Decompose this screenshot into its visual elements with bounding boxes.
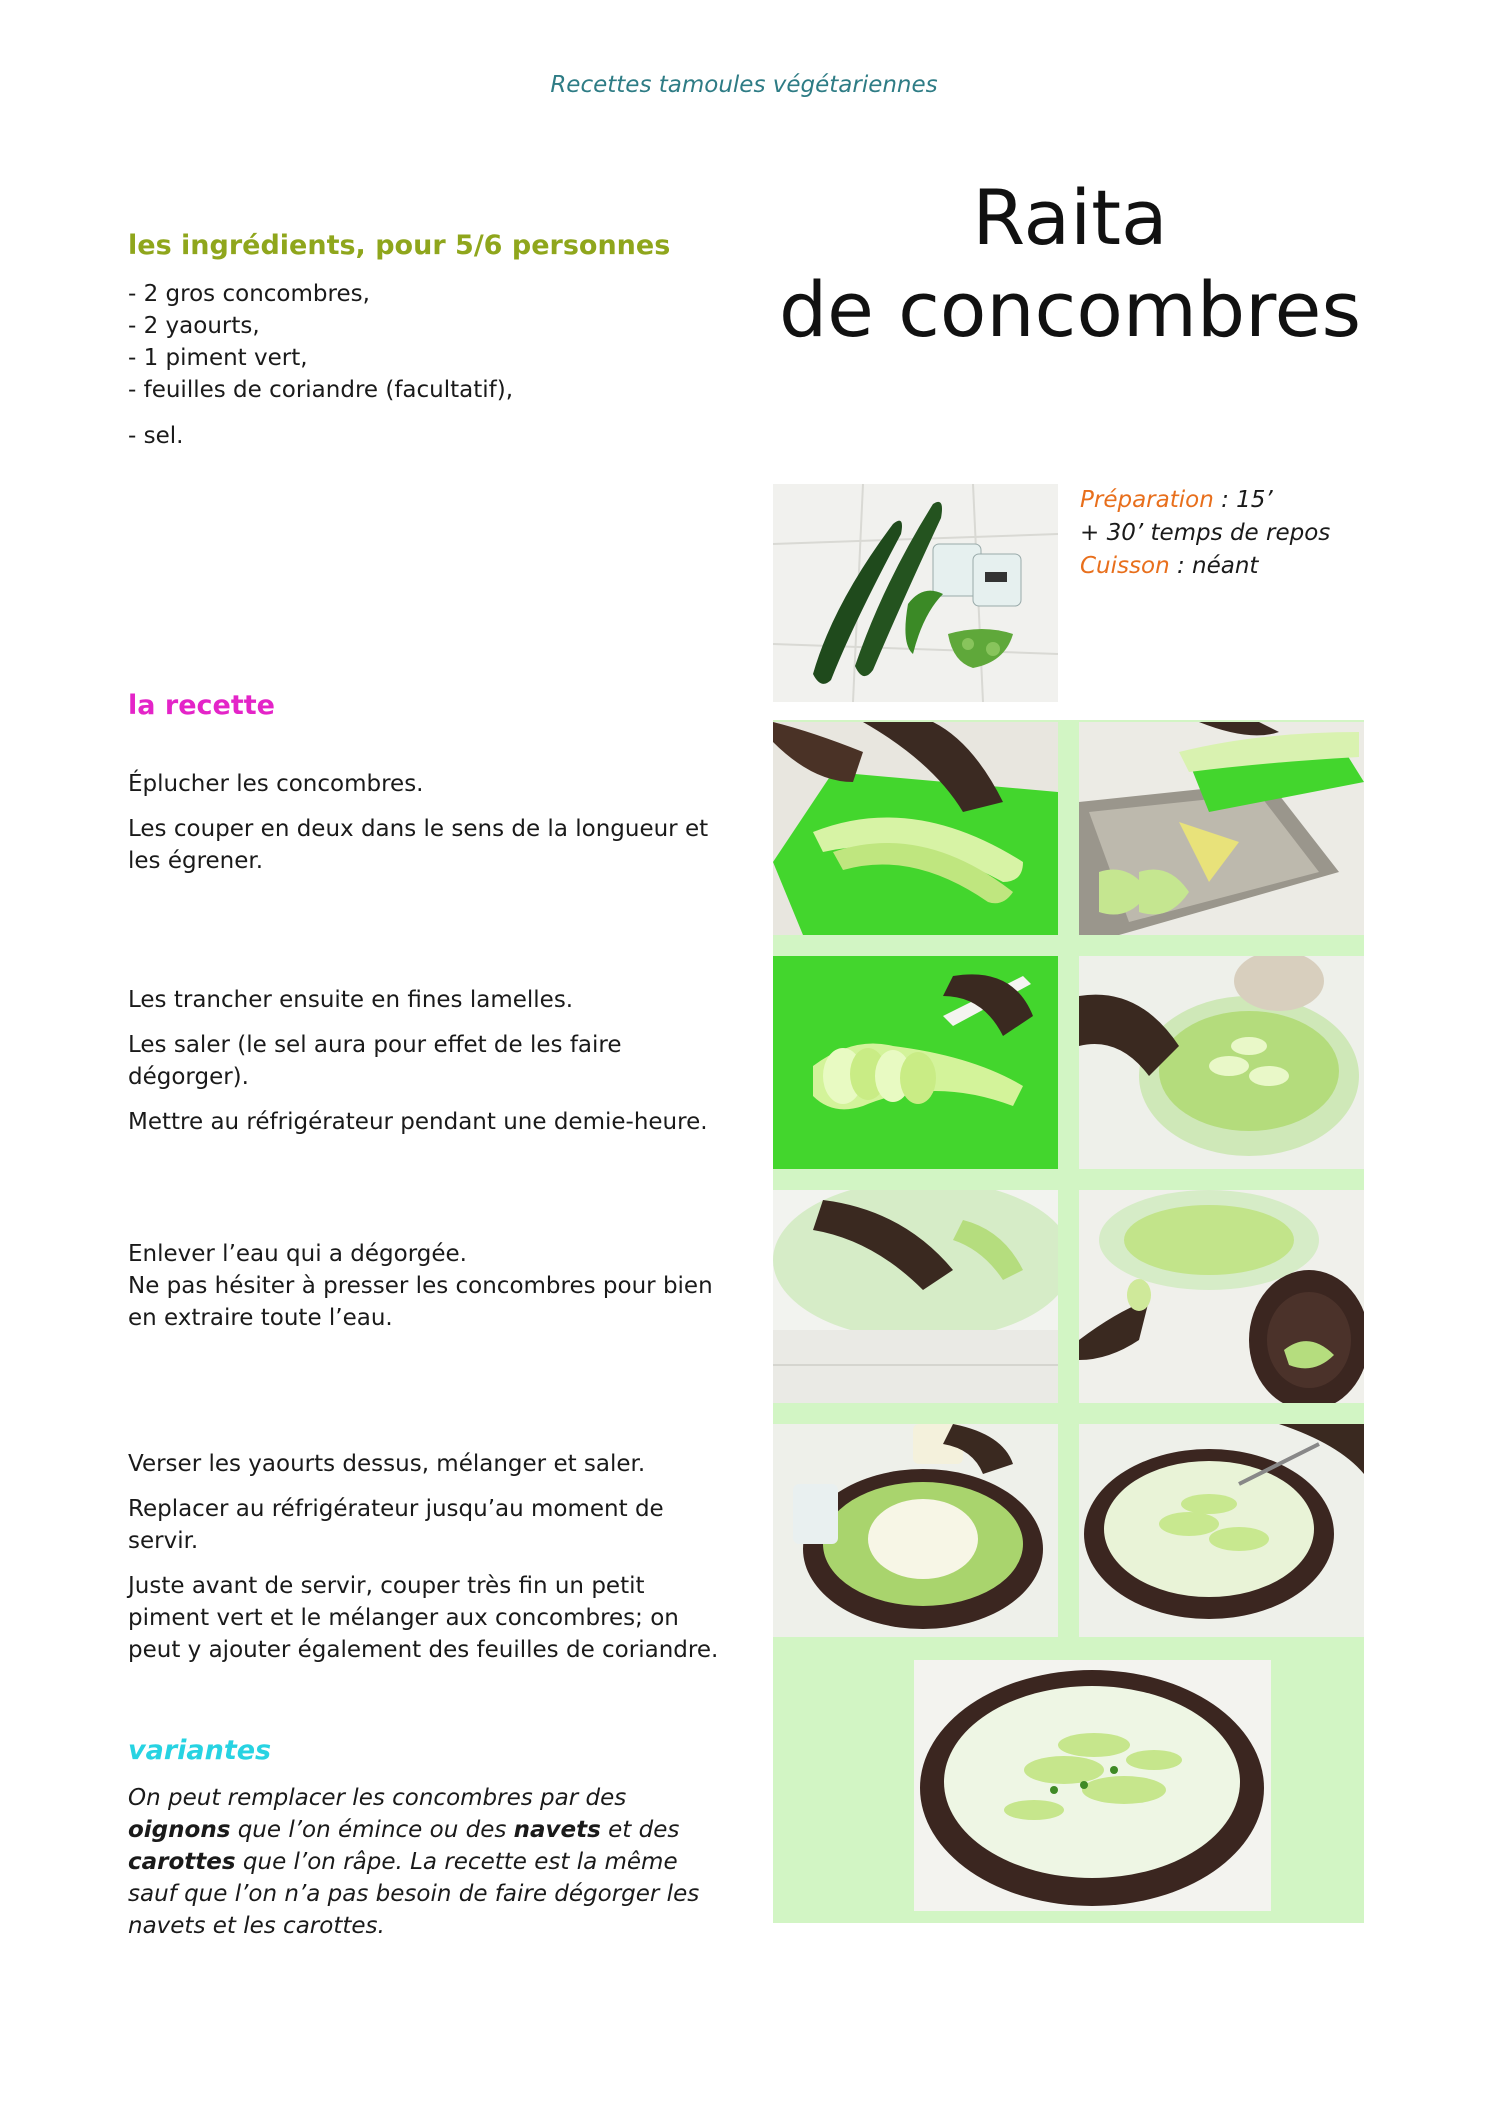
cook-time <box>1080 550 1330 583</box>
step-text: Éplucher les concombres. <box>128 771 424 797</box>
variant-bold: navets <box>513 1817 601 1843</box>
page-header: Recettes tamoules végétariennes <box>550 72 938 98</box>
cook-label: Cuisson <box>1080 553 1170 579</box>
variant-bold: carottes <box>128 1849 236 1875</box>
step-photo-mixing <box>1079 1424 1364 1637</box>
recipe-step-1 <box>128 768 728 890</box>
ingredient-item: - 1 piment vert, <box>128 345 308 371</box>
timing-info <box>1080 484 1330 583</box>
step-text: Les couper en deux dans le sens de la longueur et les égrener. <box>128 816 709 874</box>
step-text: Les saler (le sel aura pour effet de les faire dégorger). <box>128 1032 622 1090</box>
recipe-step-2 <box>128 984 728 1151</box>
variant-text: que l’on émince ou des <box>230 1817 514 1843</box>
step-text: Ne pas hésiter à presser les concombres pour bien en extraire toute l’eau. <box>128 1273 713 1331</box>
rest-time: + 30’ temps de repos <box>1080 520 1331 546</box>
ingredients-photo <box>773 484 1058 702</box>
step-photo-slicing <box>773 956 1058 1169</box>
ingredients-heading: les ingrédients, pour 5/6 personnes <box>128 230 671 261</box>
title-line-1: Raita <box>972 173 1168 262</box>
step-photo-salting <box>1079 956 1364 1169</box>
step-text: Replacer au réfrigérateur jusqu’au moment de servir. <box>128 1496 664 1554</box>
prep-time <box>1080 484 1330 517</box>
ingredient-item: - feuilles de coriandre (facultatif), <box>128 377 514 403</box>
step-photo-seeding <box>1079 722 1364 935</box>
step-photo-yogurt <box>773 1424 1058 1637</box>
ingredient-item: - 2 gros concombres, <box>128 281 370 307</box>
title-line-2: de concombres <box>778 265 1362 354</box>
prep-label: Préparation <box>1080 487 1214 513</box>
variants-heading: variantes <box>128 1735 272 1766</box>
prep-value: : 15’ <box>1213 487 1273 513</box>
step-text: Juste avant de servir, couper très fin un petit piment vert et le mélanger aux concombres; on peut y ajouter également des feuilles de coriandre. <box>128 1573 719 1663</box>
ingredients-list <box>128 278 513 452</box>
variant-text: et des <box>600 1817 680 1843</box>
final-dish-photo <box>914 1660 1271 1911</box>
recipe-step-4 <box>128 1448 728 1679</box>
step-text: Mettre au réfrigérateur pendant une demie-heure. <box>128 1109 708 1135</box>
recipe-heading: la recette <box>128 690 275 721</box>
variant-text: On peut remplacer les concombres par des <box>128 1785 627 1811</box>
step-photo-peeling <box>773 722 1058 935</box>
step-text: Verser les yaourts dessus, mélanger et saler. <box>128 1451 646 1477</box>
step-photo-draining <box>773 1190 1058 1403</box>
recipe-title <box>760 172 1380 356</box>
cook-value: : néant <box>1169 553 1259 579</box>
ingredient-item: - 2 yaourts, <box>128 313 260 339</box>
variant-bold: oignons <box>128 1817 231 1843</box>
step-text: Les trancher ensuite en fines lamelles. <box>128 987 574 1013</box>
step-text: Enlever l’eau qui a dégorgée. <box>128 1241 467 1267</box>
variants-text <box>128 1782 728 1942</box>
recipe-step-3 <box>128 1238 728 1334</box>
step-photo-pressing <box>1079 1190 1364 1403</box>
ingredient-item: - sel. <box>128 423 184 449</box>
variant-text: que l’on râpe. La recette est la même sauf que l’on n’a pas besoin de faire dégorger les navets et les carottes. <box>128 1849 700 1939</box>
